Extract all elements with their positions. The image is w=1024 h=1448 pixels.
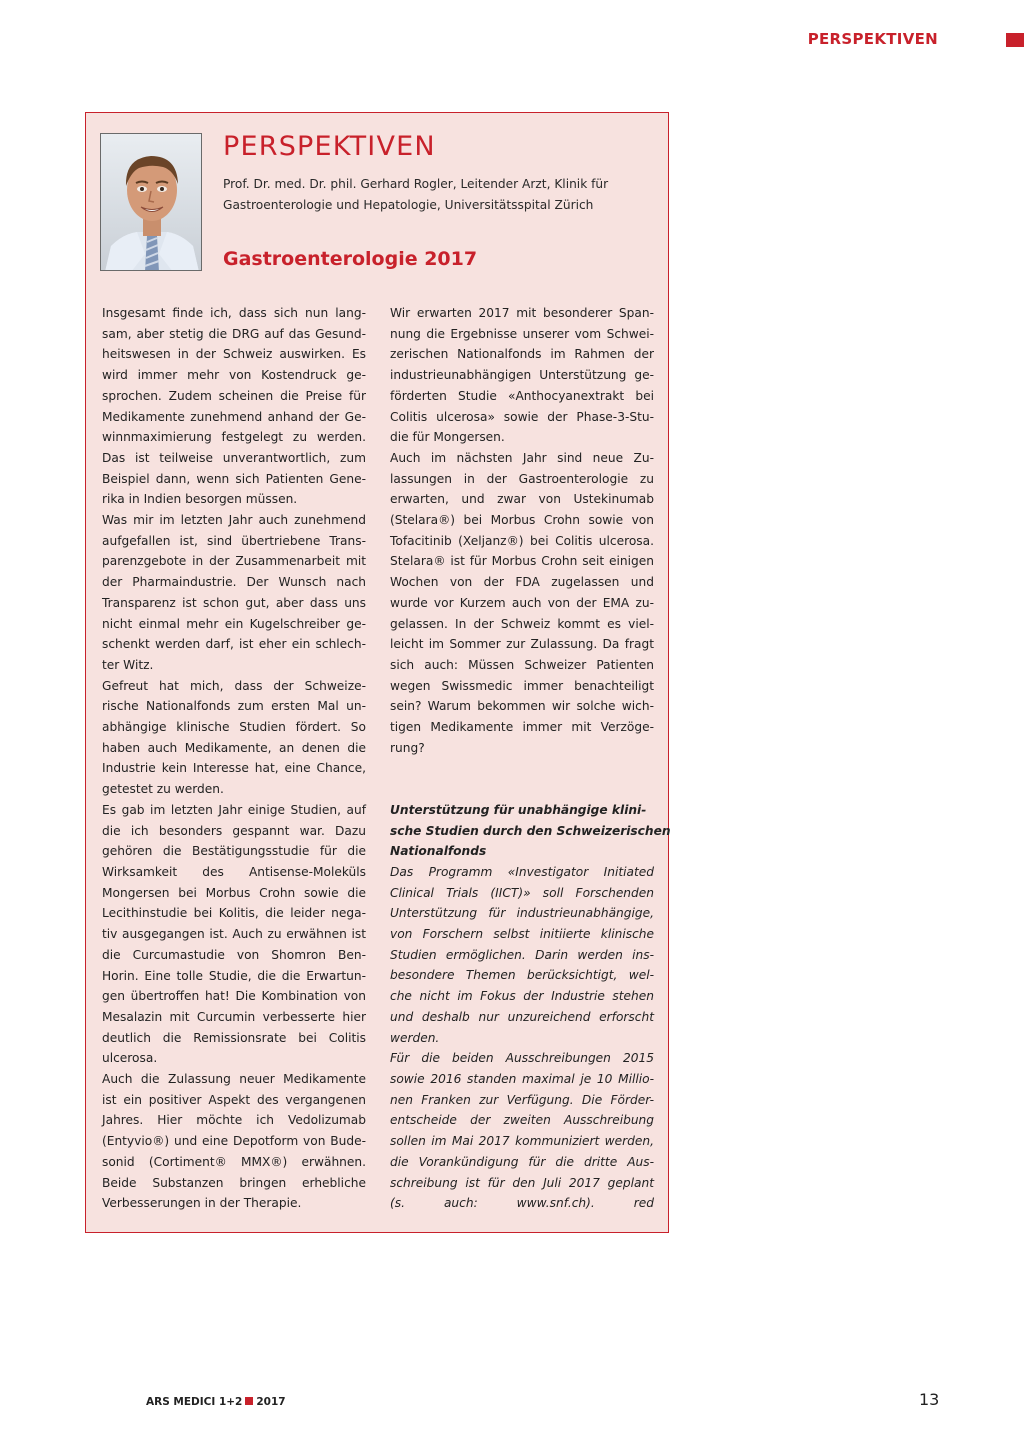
article-column-right: [390, 303, 671, 1214]
text-line: schenkt werden darf, ist eher ein schlech-: [102, 637, 366, 652]
running-header-title: PERSPEKTIVEN: [807, 30, 938, 48]
text-line: sche Studien durch den Schweizerischen: [390, 823, 671, 838]
text-line: von Forschern selbst initiierte klinische: [390, 927, 654, 942]
text-line: Verbesserungen in der Therapie.: [102, 1196, 302, 1211]
text-line: wird immer mehr von Kostendruck ge-: [102, 368, 366, 383]
text-line: nung die Ergebnisse unserer vom Schwei-: [390, 326, 654, 341]
text-line: besondere Themen berücksichtigt, wel-: [390, 968, 654, 983]
text-line: haben auch Medikamente, an denen die: [102, 740, 366, 755]
text-line: Gefreut hat mich, dass der Schweize-: [102, 678, 366, 693]
text-line: deutlich die Remissionsrate bei Colitis: [102, 1030, 366, 1045]
text-line: rung?: [390, 740, 425, 755]
text-line: nen Franken zur Verfügung. Die Förder-: [390, 1092, 654, 1107]
text-line: industrieunabhängigen Unterstützung ge-: [390, 368, 654, 383]
text-line: Colitis ulcerosa» sowie der Phase-3-Stu-: [390, 409, 654, 424]
text-line: sprochen. Zudem scheinen die Preise für: [102, 388, 366, 403]
text-line: abhängige klinische Studien fördert. So: [102, 720, 366, 735]
text-line: sonid (Cortiment® MMX®) erwähnen.: [102, 1154, 366, 1169]
text-line: Auch die Zulassung neuer Medikamente: [102, 1072, 366, 1087]
text-line: (Stelara®) bei Morbus Crohn sowie von: [390, 513, 654, 528]
text-line: sein? Warum bekommen wir solche wich-: [390, 699, 654, 714]
text-line: che nicht im Fokus der Industrie stehen: [390, 989, 654, 1004]
paragraph-gap: [390, 758, 654, 799]
text-line: Stelara® ist für Morbus Crohn seit einigen: [390, 554, 654, 569]
text-line: die für Mongersen.: [390, 430, 505, 445]
text-line: Transparenz ist schon gut, aber dass uns: [102, 595, 366, 610]
text-line: förderten Studie «Anthocyanextrakt bei: [390, 388, 654, 403]
text-line: sollen im Mai 2017 kommuniziert werden,: [390, 1134, 654, 1149]
text-line: und deshalb nur unzureichend erforscht: [390, 1009, 654, 1024]
text-line: tiv ausgegangen ist. Auch zu erwähnen ist: [102, 927, 366, 942]
text-line: sam, aber stetig die DRG auf das Gesund-: [102, 326, 366, 341]
text-line: ist ein positiver Aspekt des vergangenen: [102, 1092, 366, 1107]
text-line: der Pharmaindustrie. Der Wunsch nach: [102, 575, 366, 590]
text-line: lassungen in der Gastroenterologie zu: [390, 471, 654, 486]
text-line: wurde vor Kurzem auch von der EMA zu-: [390, 595, 654, 610]
text-line: Horin. Eine tolle Studie, die die Erwartun-: [102, 968, 366, 983]
text-line: Insgesamt finde ich, dass sich nun lang-: [102, 306, 366, 320]
text-line: aufgefallen ist, sind übertriebene Trans-: [102, 533, 366, 548]
journal-year: 2017: [256, 1396, 286, 1408]
text-line: Das Programm «Investigator Initiated: [390, 864, 654, 879]
text-line: getestet zu werden.: [102, 782, 224, 797]
text-line: tigen Medikamente immer mit Verzöge-: [390, 720, 654, 735]
text-line: Lecithinstudie bei Kolitis, die leider nega-: [102, 906, 366, 921]
text-line: sich auch: Müssen Schweizer Patienten: [390, 657, 654, 672]
text-line: rika in Indien besorgen müssen.: [102, 492, 298, 507]
text-line: die Curcumastudie von Shomron Ben-: [102, 947, 366, 962]
text-line: (s. auch: www.snf.ch). red: [390, 1196, 654, 1211]
text-line: heitswesen in der Schweiz auswirken. Es: [102, 347, 366, 362]
text-line: ulcerosa.: [102, 1051, 158, 1066]
author-credit-line-2: Gastroenterologie und Hepatologie, Universitätsspital Zürich: [223, 197, 594, 212]
article-headline: Gastroenterologie 2017: [223, 248, 478, 270]
text-line: Wir erwarten 2017 mit besonderer Span-: [390, 306, 654, 320]
text-line: Wirksamkeit des Antisense-Moleküls: [102, 864, 366, 879]
text-line: nicht einmal mehr ein Kugelschreiber ge-: [102, 616, 366, 631]
text-line: rische Nationalfonds zum ersten Mal un-: [102, 699, 366, 714]
footer-journal: [146, 1396, 286, 1408]
text-line: parenzgebote in der Zusammenarbeit mit: [102, 554, 366, 569]
text-line: Wochen von der FDA zugelassen und: [390, 575, 654, 590]
text-line: Beispiel dann, wenn sich Patienten Gene-: [102, 471, 366, 486]
text-line: Clinical Trials (IICT)» soll Forschenden: [390, 885, 654, 900]
text-line: Das ist teilweise unverantwortlich, zum: [102, 450, 366, 465]
text-line: entscheide der zweiten Ausschreibung: [390, 1113, 654, 1128]
text-line: leicht im Sommer zur Zulassung. Da fragt: [390, 637, 654, 652]
text-line: wegen Swissmedic immer benachteiligt: [390, 678, 654, 693]
journal-name: ARS MEDICI 1+2: [146, 1396, 243, 1408]
text-line: (Entyvio®) und eine Depotform von Bude-: [102, 1134, 366, 1149]
text-line: Jahres. Hier möchte ich Vedolizumab: [102, 1113, 366, 1128]
text-line: Auch im nächsten Jahr sind neue Zu-: [390, 450, 654, 465]
text-line: Beide Substanzen bringen erhebliche: [102, 1175, 366, 1190]
section-title: PERSPEKTIVEN: [223, 131, 436, 162]
text-line: Mongersen bei Morbus Crohn sowie die: [102, 885, 366, 900]
page-number: 13: [919, 1390, 940, 1409]
text-line: Es gab im letzten Jahr einige Studien, auf: [102, 802, 366, 817]
text-line: erwarten, und zwar von Ustekinumab: [390, 492, 654, 507]
text-line: gen übertroffen hat! Die Kombination von: [102, 989, 366, 1004]
text-line: Was mir im letzten Jahr auch zunehmend: [102, 513, 366, 528]
author-credit: [223, 174, 653, 215]
text-line: sowie 2016 standen maximal je 10 Millio-: [390, 1072, 654, 1086]
text-line: Tofacitinib (Xeljanz®) bei Colitis ulcerosa.: [390, 533, 654, 548]
footer-separator-square: [245, 1397, 253, 1405]
author-credit-line-1: Prof. Dr. med. Dr. phil. Gerhard Rogler, Leitender Arzt, Klinik für: [223, 177, 609, 191]
text-line: Industrie kein Interesse hat, eine Chance,: [102, 761, 366, 776]
text-line: Medikamente zunehmend anhand der Ge-: [102, 409, 366, 424]
text-line: Studien ermöglichen. Darin werden ins-: [390, 947, 654, 962]
text-line: Nationalfonds: [390, 844, 487, 859]
text-line: gehören die Bestätigungsstudie für die: [102, 844, 366, 859]
text-line: Mesalazin mit Curcumin verbesserte hier: [102, 1009, 366, 1024]
text-line: zerischen Nationalfonds im Rahmen der: [390, 347, 654, 362]
text-line: die ich besonders gespannt war. Dazu: [102, 823, 366, 838]
text-line: Unterstützung für unabhängige klini-: [390, 802, 647, 817]
text-line: schreibung ist für den Juli 2017 geplant: [390, 1175, 654, 1190]
text-line: Unterstützung für industrieunabhängige,: [390, 906, 654, 921]
text-line: winnmaximierung festgelegt zu werden.: [102, 430, 366, 445]
text-line: gelassen. In der Schweiz kommt es viel-: [390, 616, 654, 631]
text-line: Für die beiden Ausschreibungen 2015: [390, 1051, 654, 1066]
text-line: werden.: [390, 1030, 440, 1045]
article-column-left: [102, 303, 366, 1214]
author-portrait: [100, 133, 202, 271]
text-line: die Vorankündigung für die dritte Aus-: [390, 1154, 654, 1169]
running-header-marker: [1006, 33, 1024, 47]
text-line: ter Witz.: [102, 657, 154, 672]
